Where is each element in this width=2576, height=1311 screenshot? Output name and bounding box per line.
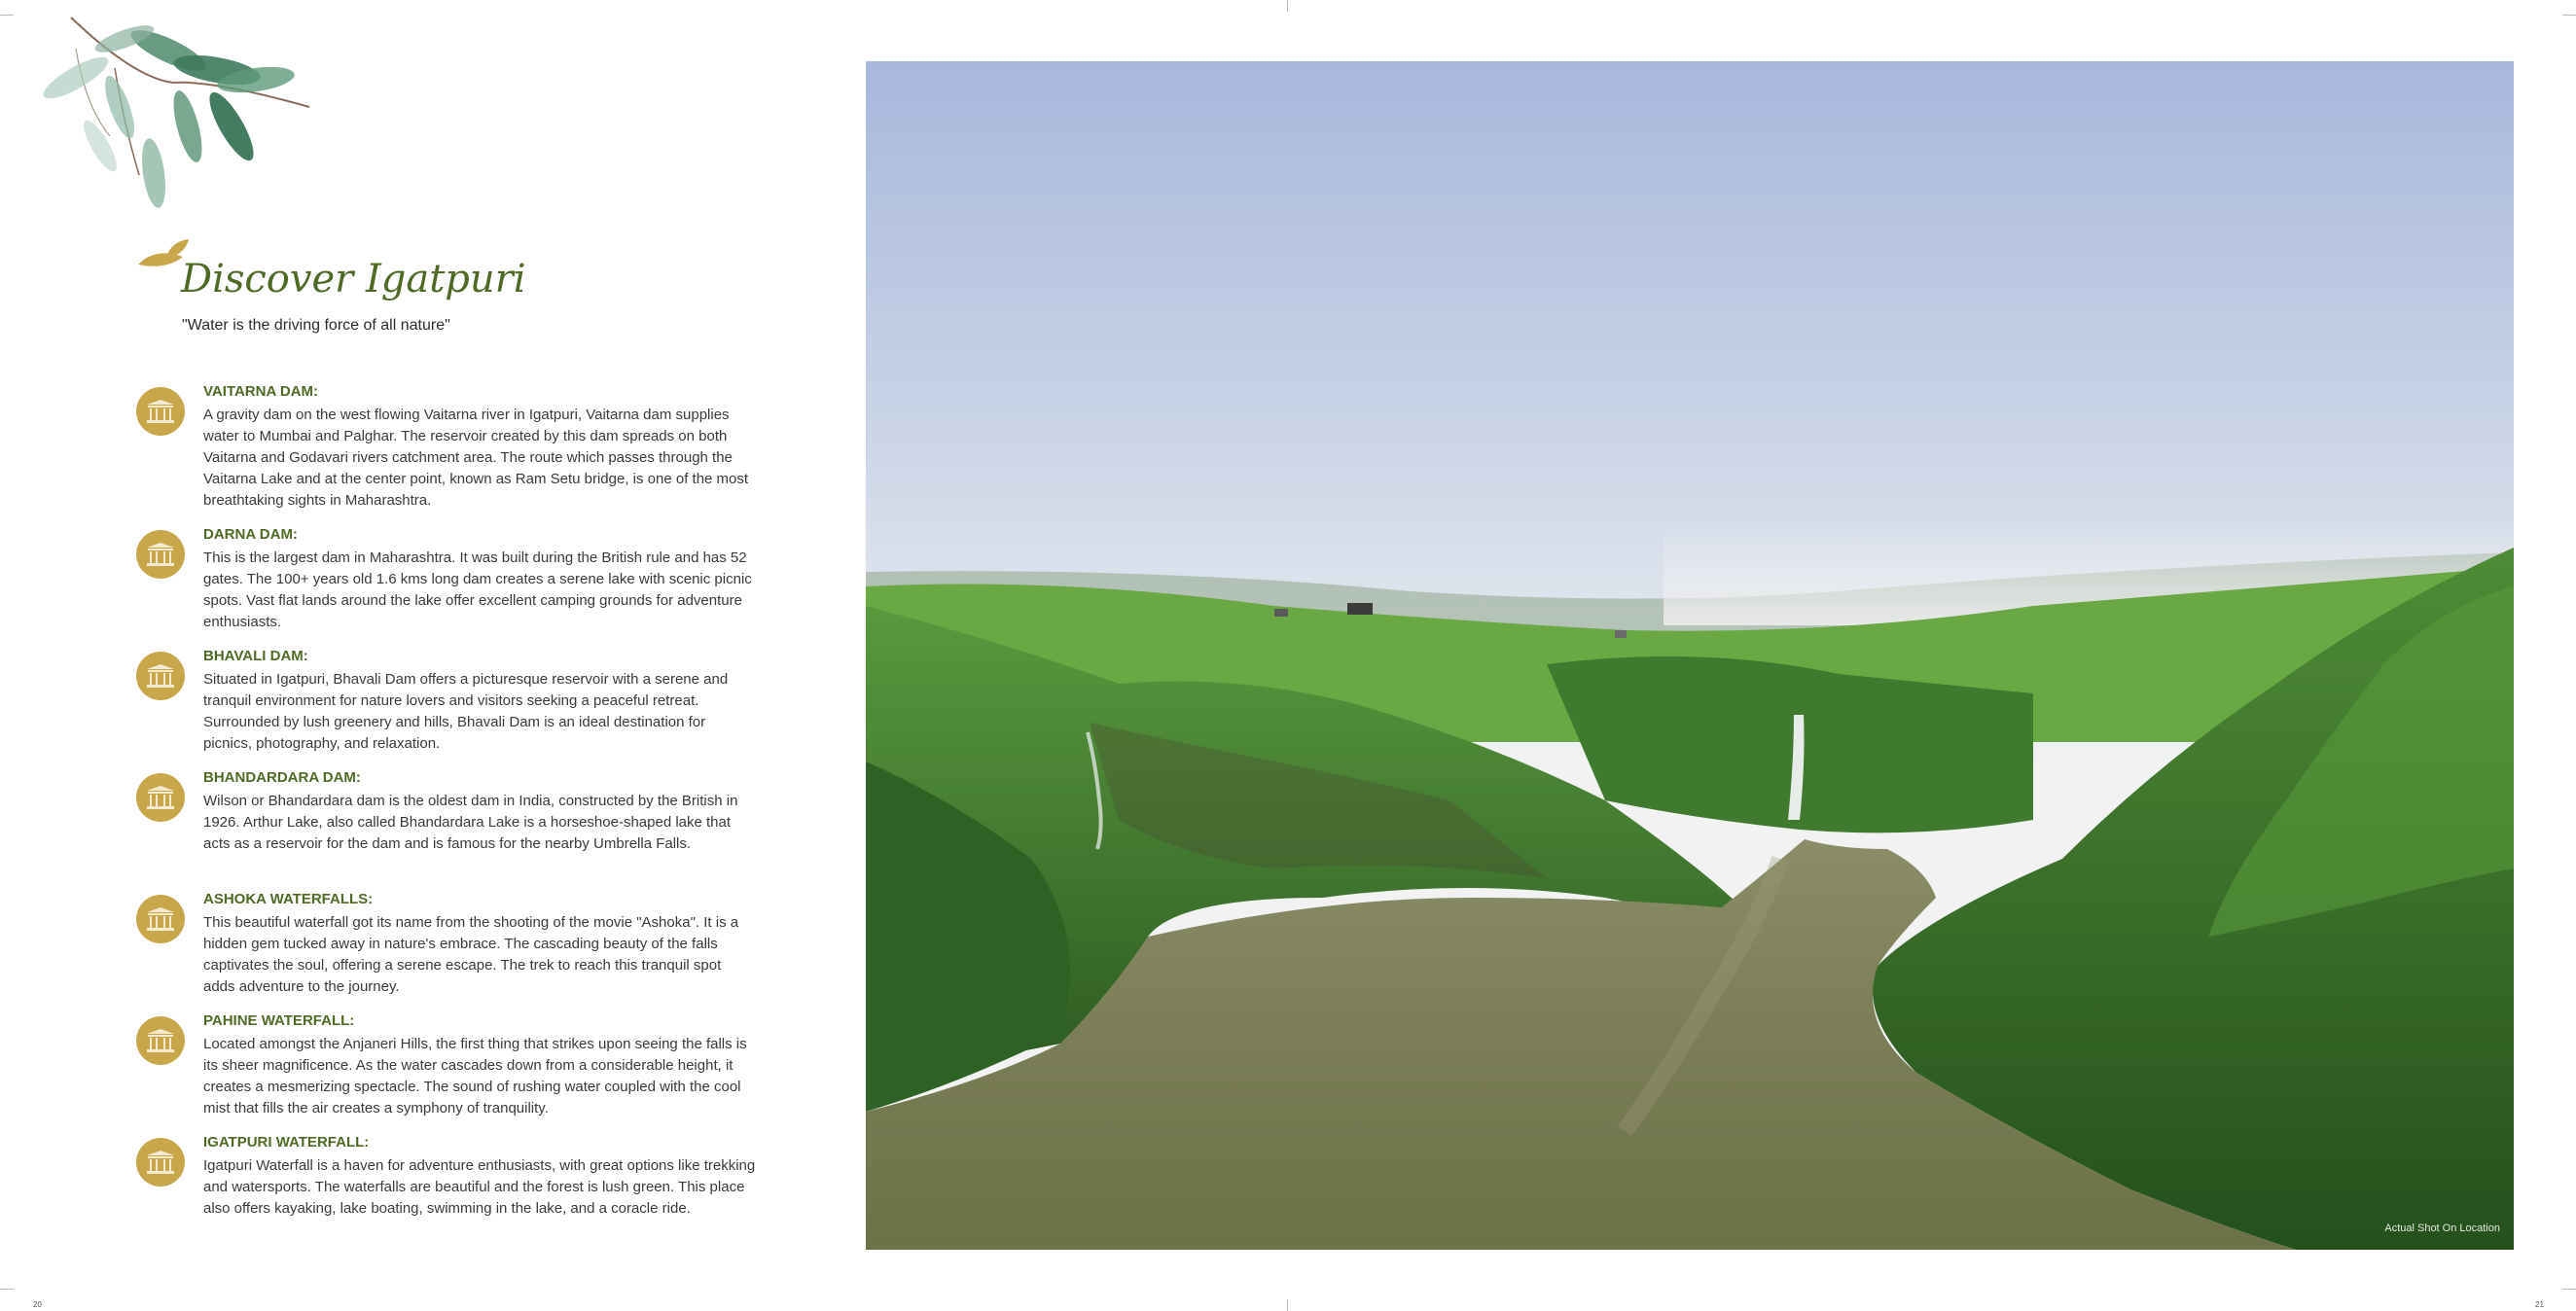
section-title: ASHOKA WATERFALLS: [203,891,374,907]
tagline: "Water is the driving force of all nature" [182,317,450,334]
section-body: Situated in Igatpuri, Bhavali Dam offers a picturesque reservoir with a serene and tranquil environment for nature lovers and visitors seeking a peaceful retreat. Surrounded by lush greenery and hills, Bhavali Dam is an ideal destination for picnics, photography, and relaxation. [203,671,729,752]
pavilion-icon [136,652,185,700]
crop-mark [2562,1289,2576,1290]
section-body: Wilson or Bhandardara dam is the oldest dam in India, constructed by the British in 1926. Arthur Lake, also called Bhandardara Lake is a horseshoe-shaped lake that acts as a reservoir for the dam and is famous for the nearby Umbrella Falls. [203,793,738,852]
section-body: Located amongst the Anjaneri Hills, the first thing that strikes upon seeing the falls is its sheer magnificence. As the water cascades down from a considerable height, it creates a mesmerizing spectacle. The sound of rushing water coupled with the cool mist that fills the air creates a symphony of tranquility. [203,1036,747,1116]
section-body: Igatpuri Waterfall is a haven for adventure enthusiasts, with great options like trekking and watersports. The waterfalls are beautiful and the forest is lush green. This place also offers kayaking, lake boating, swimming in the lake, and a coracle ride. [203,1157,756,1217]
page-title: Discover Igatpuri [181,257,526,301]
crop-mark [1287,1299,1288,1311]
pavilion-icon [136,773,185,822]
pavilion-icon [136,895,185,943]
section-title: BHAVALI DAM: [203,648,308,664]
crop-mark [0,15,14,16]
crop-mark [0,1289,14,1290]
section-title: PAHINE WATERFALL: [203,1012,355,1029]
pavilion-icon [136,530,185,579]
section-title: DARNA DAM: [203,526,298,543]
section-title: BHANDARDARA DAM: [203,769,361,786]
title-block [136,237,623,305]
page-number-left: 20 [33,1300,42,1309]
section-title: VAITARNA DAM: [203,383,319,400]
section-body: This is the largest dam in Maharashtra. It was built during the British rule and has 52 gates. The 100+ years old 1.6 kms long dam creates a serene lake with scenic picnic spots. Vast flat lands around the lake offer excellent camping grounds for adventure enthusiasts. [203,549,752,630]
section-body: This beautiful waterfall got its name from the shooting of the movie "Ashoka". It is a hidden gem tucked away in nature's embrace. The cascading beauty of the falls captivates the soul, offering a serene escape. The trek to reach this tranquil spot adds adventure to the journey. [203,914,739,995]
section-title: IGATPURI WATERFALL: [203,1134,370,1151]
landscape-photo [866,61,2514,1250]
pavilion-icon [136,387,185,436]
pavilion-icon [136,1138,185,1187]
page-number-right: 21 [2535,1300,2544,1309]
photo-caption: Actual Shot On Location [2384,1222,2500,1234]
pavilion-icon [136,1016,185,1065]
crop-mark [2562,15,2576,16]
section-body: A gravity dam on the west flowing Vaitarna river in Igatpuri, Vaitarna dam supplies water to Mumbai and Palghar. The reservoir created by this dam spreads on both Vaitarna and Godavari rivers catchment area. The route which passes through the Vaitarna Lake and at the center point, known as Ram Setu bridge, is one of the most breathtaking sights in Maharashtra. [203,407,749,509]
leaf-sprig-decoration [18,10,309,238]
crop-mark [1287,0,1288,12]
